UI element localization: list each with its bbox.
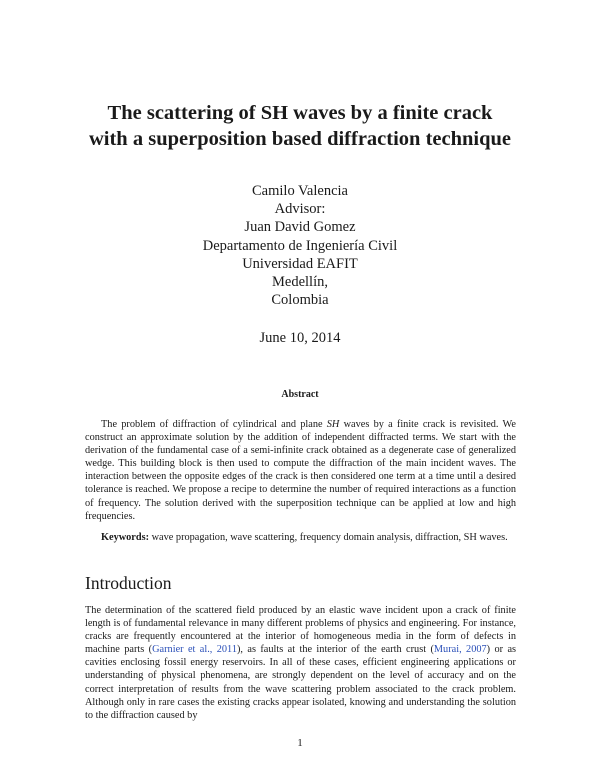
keywords-label: Keywords:: [101, 532, 150, 543]
keywords-text: wave propagation, wave scattering, frequency domain analysis, diffraction, SH waves.: [149, 532, 508, 543]
citation-link-garnier[interactable]: Garnier et al., 2011: [152, 644, 237, 656]
intro-text-1: The determination of the scattered field produced by an elastic wave incident upon a crack of finite length is of fundamental relevance in many different problems of physics and engineering. For instance, cracks are frequently encountered at the interior of homogeneous media in the form of defects in machine parts (: [85, 605, 516, 656]
author-block: [150, 182, 450, 309]
university: Universidad EAFIT: [242, 255, 358, 272]
title-line-2: with a superposition based diffraction technique: [88, 128, 511, 150]
abstract-heading: Abstract: [281, 389, 319, 400]
abstract-part-2: waves by a finite crack is revisited. We construct an approximate solution by the addition of independent diffracted terms. We start with the derivation of the fundamental case of a semi-infinite crack obtained as a degenerate case of generalized wedge. This building block is then used to compute the diffraction of the main incident waves. The interaction between the opposite edges of the crack is then considered one term at a time until a desired tolerance is reached. We propose a recipe to determine the number of required interactions as a function of frequency. The solution derived with the superposition technique can be applied at low and high frequencies.: [85, 419, 516, 522]
page-number: 1: [297, 737, 303, 749]
abstract-text: [85, 418, 516, 523]
intro-text-2: ), as faults at the interior of the earth crust (: [236, 644, 434, 656]
title-line-1: The scattering of SH waves by a finite crack: [107, 102, 493, 124]
introduction-paragraph: [85, 604, 516, 722]
country: Colombia: [271, 292, 329, 309]
advisor-label: Advisor:: [274, 201, 326, 218]
section-heading-introduction: Introduction: [85, 573, 172, 593]
author-name: Camilo Valencia: [252, 183, 348, 199]
advisor-name: Juan David Gomez: [244, 219, 356, 236]
department: Departamento de Ingeniería Civil: [202, 237, 398, 254]
keywords: [85, 531, 516, 544]
citation-link-murai[interactable]: Murai, 2007: [433, 644, 487, 656]
abstract-sh: SH: [326, 419, 340, 430]
city: Medellín,: [272, 274, 328, 291]
abstract-part-1: The problem of diffraction of cylindrical and plane: [101, 419, 327, 430]
paper-title: [40, 100, 560, 152]
intro-text-3: ) or as cavities enclosing fossil energy reservoirs. In all of these cases, efficient engineering applications or understanding of physical phenomena, are strongly dependent on the level of accuracy and on the correct interpretation of results from the wave scattering problem associated to the crack problem. Although only in rare cases the existing cracks appear isolated, knowing and understanding the solution to the diffraction caused by: [85, 644, 517, 721]
paper-date: June 10, 2014: [259, 330, 341, 346]
